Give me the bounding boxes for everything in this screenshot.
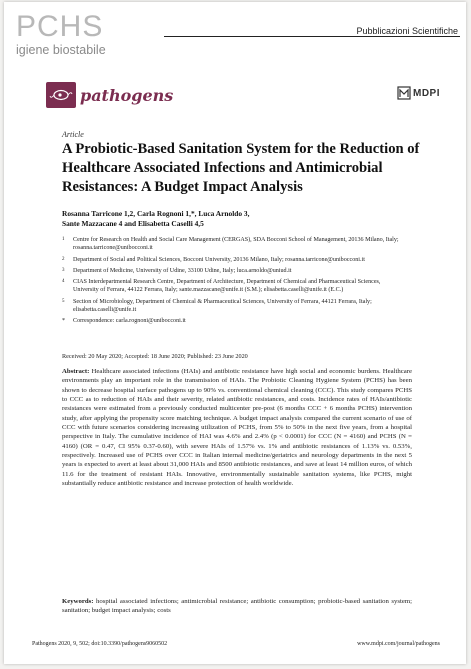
affiliation-text: Department of Social and Political Sciences, Bocconi University, 20136 Milano, Italy; rosanna.tarricone@unibocconi.it <box>73 256 365 263</box>
abstract <box>62 367 412 488</box>
journal-logo <box>46 82 173 108</box>
affiliation-number: 4 <box>62 279 65 285</box>
keywords <box>62 597 412 616</box>
document-page <box>4 2 466 664</box>
author-list <box>62 209 442 229</box>
affiliations <box>62 236 404 329</box>
authors-line-1: Rosanna Tarricone 1,2, Carla Rognoni 1,*, Luca Arnoldo 3, <box>62 209 250 218</box>
affiliation-text: Section of Microbiology, Department of Chemical & Pharmaceutical Sciences, University of Ferrara, 44121 Ferrara, Italy; elisabetta.caselli@unife.it <box>73 298 372 314</box>
header-rule <box>164 36 460 37</box>
affiliation-item <box>62 236 404 253</box>
affiliation-number: 5 <box>62 298 65 304</box>
affiliation-number: 1 <box>62 237 65 242</box>
page-footer <box>32 641 440 647</box>
article-type: Article <box>62 130 84 139</box>
authors-line-2: Sante Mazzacane 4 and Elisabetta Caselli 4,5 <box>62 219 204 228</box>
correspondence-marker: * <box>62 318 66 325</box>
journal-url[interactable]: www.mdpi.com/journal/pathogens <box>357 641 440 647</box>
affiliation-item <box>62 278 404 295</box>
logo-main-text: PCHS <box>16 10 104 43</box>
mdpi-mark-icon <box>397 86 411 100</box>
affiliation-text: CIAS Interdepartmental Research Centre, Department of Architecture, Department of Chemical and Pharmaceutical Sciences, University of Ferrara, 44122 Ferrara, Italy; sante.mazzacane@unife.it (S.M.); elisabetta.caselli@unife.it (E.C.) <box>73 279 381 294</box>
correspondence-text: Correspondence: carla.rognoni@unibocconi.it <box>73 318 186 325</box>
affiliation-number: 3 <box>62 267 65 273</box>
affiliation-item <box>62 256 404 264</box>
publication-dates: Received: 20 May 2020; Accepted: 18 June 2020; Published: 23 June 2020 <box>62 353 248 360</box>
logo-sub-text: igiene biostabile <box>16 43 106 57</box>
correspondence <box>62 317 404 325</box>
pchs-logo <box>16 12 156 62</box>
keywords-label: Keywords: <box>62 598 94 605</box>
affiliation-number: 2 <box>62 256 65 262</box>
section-label: Pubblicazioni Scientifiche <box>356 26 458 36</box>
affiliation-item <box>62 267 404 275</box>
article-title: A Probiotic-Based Sanitation System for the Reduction of Healthcare Associated Infections and Antimicrobial Resistances: A Budget Impact Analysis <box>62 141 420 195</box>
journal-name: pathogens <box>80 85 174 105</box>
affiliation-text: Department of Medicine, University of Udine, 33100 Udine, Italy; luca.arnoldo@uniud.it <box>73 267 292 274</box>
affiliation-text: Centre for Research on Health and Social Care Management (CERGAS), SDA Bocconi School of Management, 20136 Milano, Italy; rosanna.tarricone@unibocconi.it <box>73 237 399 252</box>
mdpi-logo <box>397 86 440 100</box>
keywords-text: hospital associated infections; antimicrobial resistance; antibiotic consumption; probiotic-based sanitation system; sanitation; budget impact analysis; costs <box>62 598 412 615</box>
affiliation-item <box>62 298 404 315</box>
publisher-name: MDPI <box>413 87 440 99</box>
abstract-label: Abstract: <box>62 368 90 375</box>
pathogen-icon <box>46 82 76 108</box>
abstract-text: Healthcare associated infections (HAIs) and antibiotic resistance have high social and economic burdens. Healthcare environments play an important role in the transmission of HAIs. The Probiotic Cleaning Hygiene System (PCHS) has been shown to decrease hospital surface pathogens up to 90% vs. conventional chemical cleaning (CCC). This study compares PCHS to CCC as to reduction of HAIs and their severity, related antibiotic resistances, and costs. Incidence rates of HAIs/antibiotic resistances were estimated from a previously conducted multicenter pre-post (6 months CCC + 6 months PCHS) intervention study, after applying the propensity score matching technique. A budget impact analysis compared the current scenario of use of CCC with future scenarios considering increasing utilization of PCHS, from 5% to 50% in the next five years, from a hospital perspective in Italy. The cumulative incidence of HAI was 4.6% and 2.4% (p < 0.0001) for CCC (N = 4160) and PCHS (N = 4160) (OR = 0.47, CI 95% 0.37-0.60), with severe HAIs of 1.57% vs. 1% and antibiotic resistances of 1.13% vs. 0.53%, respectively. Increased use of PCHS over CCC in Italian internal medicine/geriatrics and neurology departments in the next 5 years is expected to avert at least about 31,000 HAIs and 8500 antibiotic resistances, and save at least 14 million euros, of which 11.6 for the treatment of resistant HAIs. Innovative, environmentally sustainable sanitation systems, like PCHS, might substantially reduce antibiotic resistance and increase protection of health worldwide. <box>62 368 412 488</box>
citation-text: Pathogens 2020, 9, 502; doi:10.3390/pathogens9060502 <box>32 641 168 647</box>
